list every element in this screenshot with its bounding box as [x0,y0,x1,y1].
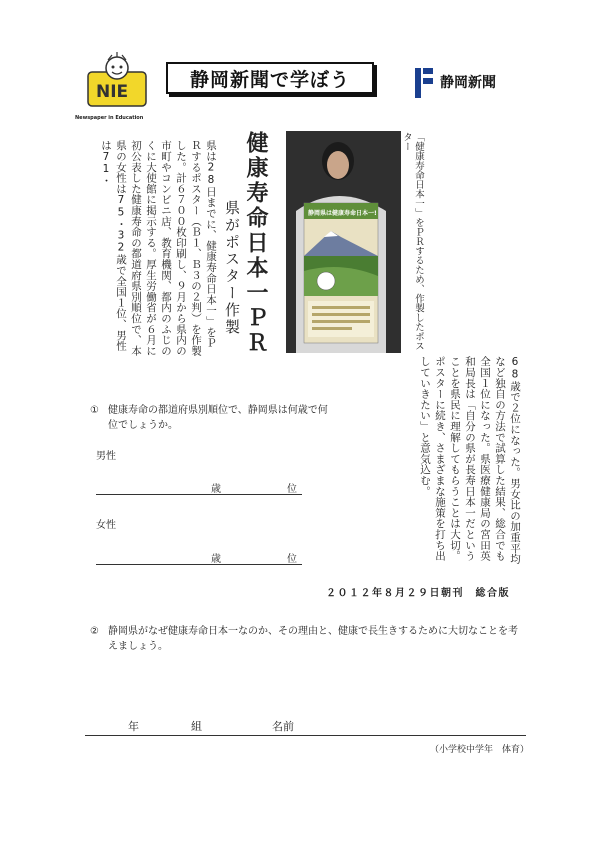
year-label: 年 [128,720,139,733]
nie-logo-icon [82,52,152,122]
headline-sub: 県がポスター作製 [223,200,241,336]
question-1-number: ① [90,405,99,416]
class-label: 組 [191,720,202,733]
female-label: 女性 [96,520,116,531]
photo-caption: 「健康寿命日本一」をＰＲするため、作製したポスター [401,132,424,351]
male-label: 男性 [96,451,116,462]
poster-title: 静岡県は健康寿命日本一! [308,210,377,217]
footer-note: （小学校中学年 体育） [430,745,530,755]
female-answer-field[interactable] [96,550,302,565]
name-label: 名前 [272,720,294,733]
publisher-name: 静岡新聞 [440,75,496,91]
headline-main: 健康寿命日本一ＰＲ [243,131,268,356]
article-photo [286,131,401,353]
publisher-mark-icon [413,66,435,100]
question-1-text: 健康寿命の都道府県別順位で、静岡県は何歳で何位でしょうか。 [108,405,328,431]
article-body-right: 県は28日までに、健康寿命日本一」をＰＲするポスター（Ｂ１、Ｂ３の２判）を作製した。計６７００枚印刷し、９月から県内の市町やコンビニ店、教育機関、都内のふじのくに大使館に掲示する。厚生労働省が６月に初公表した健康寿命の都道府県別順位で、本県の女性は75・32歳で全国１位、男性は71・ [100,140,217,356]
poster-image [304,203,378,343]
banner-title: 静岡新聞で学ぼう [166,62,374,94]
name-entry-field[interactable] [85,734,526,736]
nie-logo-letters: NIE [96,82,129,102]
question-2-number: ② [90,626,99,637]
nie-caption: Newspaper in Education [75,115,144,121]
female-rank-unit: 位 [287,554,297,565]
female-age-unit: 歳 [211,554,221,565]
male-answer-field[interactable] [96,480,302,495]
question-2-text: 静岡県がなぜ健康寿命日本一なのか、その理由と、健康で長生きするために大切なことを考えましょう。 [108,626,518,652]
male-age-unit: 歳 [211,484,221,495]
article-body-bottom: 68歳で２位になった。男女比の加重平均など独自の方法で試算した結果、総合でも全国１位になった。県医療健康局の宮田英和局長は「自分の県が長寿日本一だということを県民に理解してもらうことは大切。ポスターに続き、さまざまな施策を打ち出していきたい」と意気込む。 [419,356,521,565]
male-rank-unit: 位 [287,484,297,495]
dateline: ２０１２年８月２９日朝刊 総合版 [326,588,510,599]
